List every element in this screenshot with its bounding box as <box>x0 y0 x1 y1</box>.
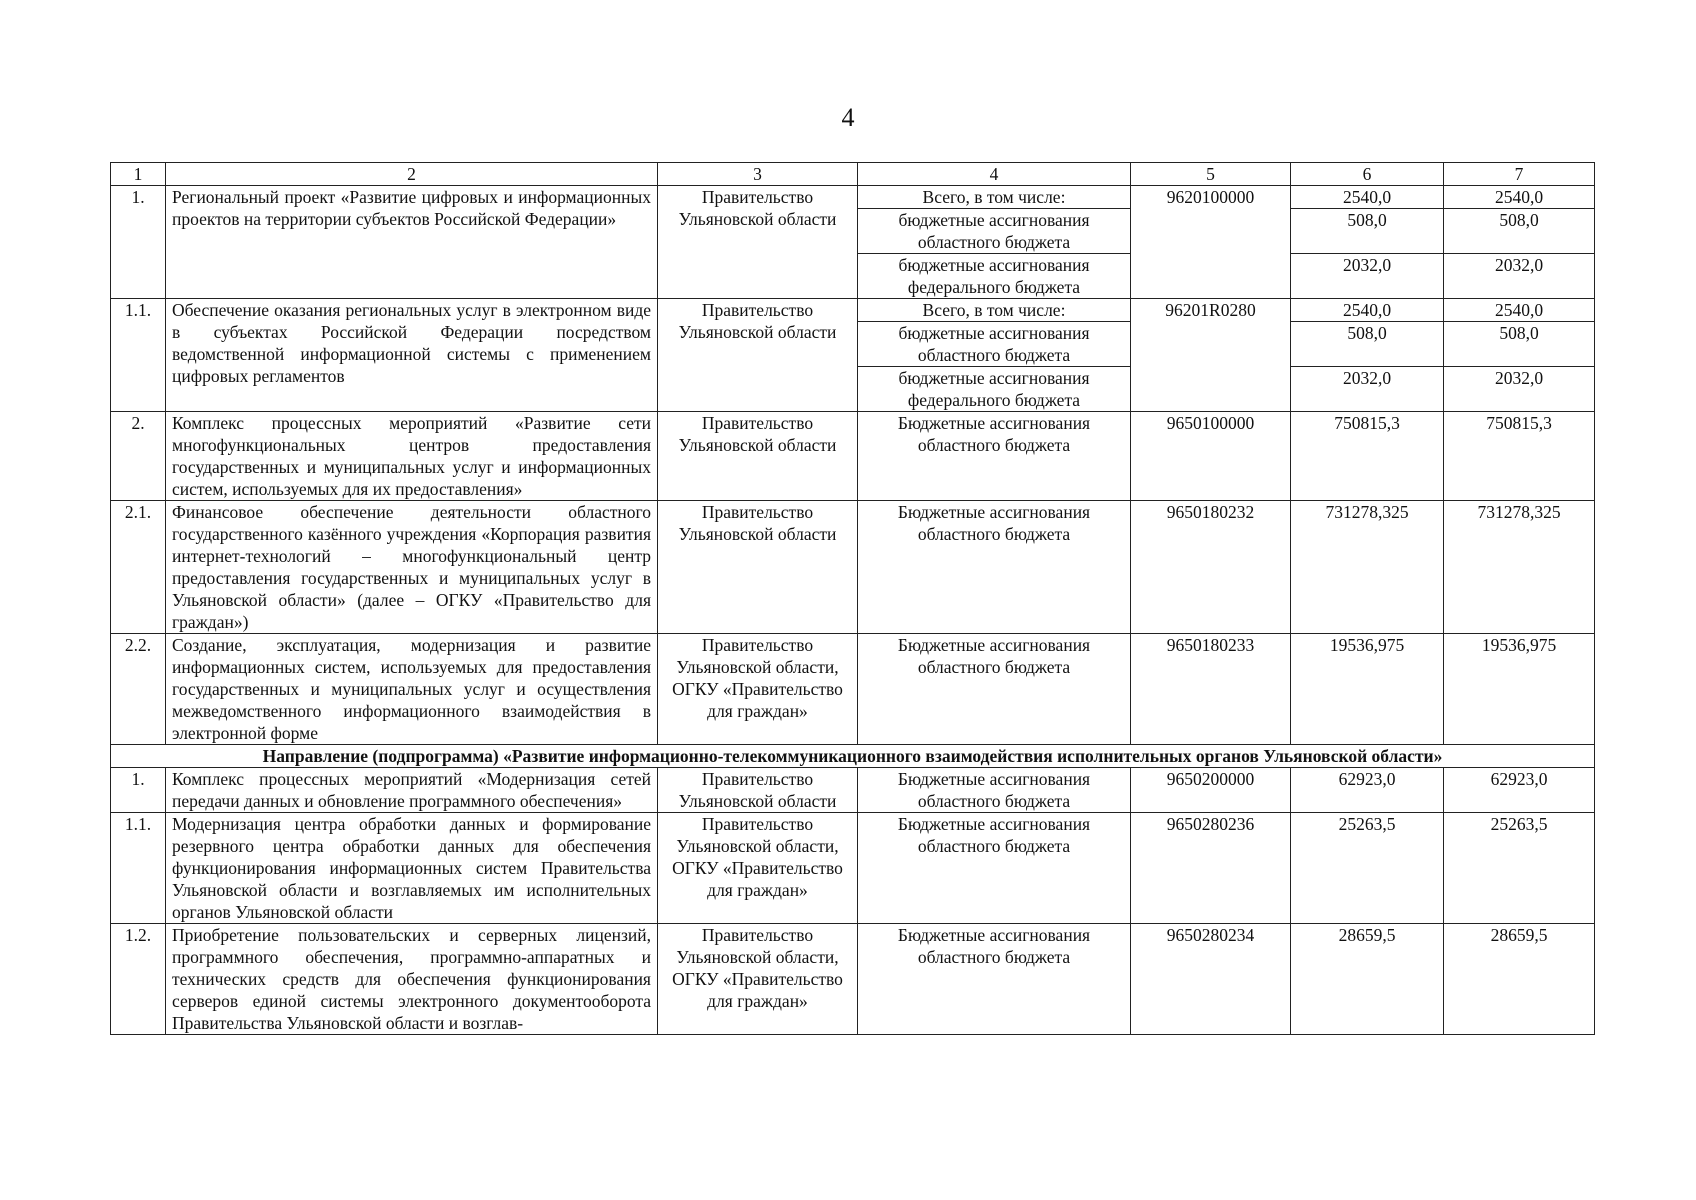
section-row <box>111 745 1595 768</box>
funding-source: Бюджетные ассигнования областного бюджета <box>858 813 1131 924</box>
row-executor: Правительство Ульяновской области, ОГКУ «Правительство для граждан» <box>658 634 858 745</box>
funding-source: Всего, в том числе: <box>858 186 1131 209</box>
row-name: Приобретение пользовательских и серверных лицензий, программного обеспечения, программно-аппаратных и технических средств для обеспечения функционирования серверов единой системы электронного документооборота Правительства Ульяновской области и возглав- <box>166 924 658 1035</box>
funding-source: Бюджетные ассигнования областного бюджета <box>858 412 1131 501</box>
funding-source: Бюджетные ассигнования областного бюджета <box>858 924 1131 1035</box>
row-executor: Правительство Ульяновской области <box>658 186 858 299</box>
row-name: Обеспечение оказания региональных услуг в электронном виде в субъектах Российской Федерации посредством ведомственной информационной системы с применением цифровых регламентов <box>166 299 658 412</box>
value-col7: 19536,975 <box>1444 634 1595 745</box>
value-col7: 508,0 <box>1444 322 1595 367</box>
row-executor: Правительство Ульяновской области, ОГКУ «Правительство для граждан» <box>658 813 858 924</box>
budget-code: 9620100000 <box>1131 186 1291 299</box>
value-col6: 508,0 <box>1291 209 1444 254</box>
value-col7: 25263,5 <box>1444 813 1595 924</box>
header-cell: 5 <box>1131 163 1291 186</box>
row-executor: Правительство Ульяновской области <box>658 768 858 813</box>
value-col7: 62923,0 <box>1444 768 1595 813</box>
funding-source: Бюджетные ассигнования областного бюджета <box>858 501 1131 634</box>
value-col6: 2032,0 <box>1291 367 1444 412</box>
value-col6: 2540,0 <box>1291 186 1444 209</box>
row-name: Создание, эксплуатация, модернизация и развитие информационных систем, используемых для предоставления государственных и муниципальных услуг и осуществления межведомственного информационного взаимодействия в электронной форме <box>166 634 658 745</box>
value-col7: 2540,0 <box>1444 186 1595 209</box>
budget-code: 9650200000 <box>1131 768 1291 813</box>
value-col6: 2540,0 <box>1291 299 1444 322</box>
row-name: Модернизация центра обработки данных и формирование резервного центра обработки данных для обеспечения функционирования информационных систем Правительства Ульяновской области и возглавляемых им исполнительных органов Ульяновской области <box>166 813 658 924</box>
budget-table <box>110 162 1595 1035</box>
value-col7: 2540,0 <box>1444 299 1595 322</box>
table-row <box>111 412 1595 501</box>
header-cell: 6 <box>1291 163 1444 186</box>
table-row <box>111 768 1595 813</box>
header-row <box>111 163 1595 186</box>
table-row <box>111 186 1595 209</box>
funding-source: бюджетные ассигнования областного бюджета <box>858 209 1131 254</box>
row-name: Региональный проект «Развитие цифровых и информационных проектов на территории субъектов Российской Федерации» <box>166 186 658 299</box>
row-number: 1. <box>111 768 166 813</box>
budget-code: 9650280236 <box>1131 813 1291 924</box>
budget-code: 9650180232 <box>1131 501 1291 634</box>
page-number: 4 <box>841 103 855 132</box>
row-executor: Правительство Ульяновской области <box>658 412 858 501</box>
row-executor: Правительство Ульяновской области, ОГКУ «Правительство для граждан» <box>658 924 858 1035</box>
funding-source: бюджетные ассигнования федерального бюджета <box>858 254 1131 299</box>
budget-code: 9650180233 <box>1131 634 1291 745</box>
header-cell: 4 <box>858 163 1131 186</box>
budget-code: 9650100000 <box>1131 412 1291 501</box>
value-col7: 2032,0 <box>1444 254 1595 299</box>
row-executor: Правительство Ульяновской области <box>658 501 858 634</box>
row-number: 1.1. <box>111 299 166 412</box>
value-col7: 731278,325 <box>1444 501 1595 634</box>
value-col7: 750815,3 <box>1444 412 1595 501</box>
row-number: 2. <box>111 412 166 501</box>
row-number: 1. <box>111 186 166 299</box>
section-title: Направление (подпрограмма) «Развитие информационно-телекоммуникационного взаимодействия исполнительных органов Ульяновской области» <box>111 745 1595 768</box>
value-col6: 750815,3 <box>1291 412 1444 501</box>
value-col6: 62923,0 <box>1291 768 1444 813</box>
table-row <box>111 634 1595 745</box>
budget-code: 96201R0280 <box>1131 299 1291 412</box>
row-number: 1.1. <box>111 813 166 924</box>
value-col6: 2032,0 <box>1291 254 1444 299</box>
row-name: Финансовое обеспечение деятельности областного государственного казённого учреждения «Корпорация развития интернет-технологий – многофункциональный центр предоставления государственных и муниципальных услуг в Ульяновской области» (далее – ОГКУ «Правительство для граждан») <box>166 501 658 634</box>
header-cell: 2 <box>166 163 658 186</box>
value-col6: 731278,325 <box>1291 501 1444 634</box>
funding-source: Бюджетные ассигнования областного бюджета <box>858 768 1131 813</box>
row-number: 2.2. <box>111 634 166 745</box>
budget-code: 9650280234 <box>1131 924 1291 1035</box>
value-col7: 508,0 <box>1444 209 1595 254</box>
value-col6: 25263,5 <box>1291 813 1444 924</box>
header-cell: 3 <box>658 163 858 186</box>
funding-source: бюджетные ассигнования федерального бюджета <box>858 367 1131 412</box>
value-col6: 508,0 <box>1291 322 1444 367</box>
funding-source: бюджетные ассигнования областного бюджета <box>858 322 1131 367</box>
table-row <box>111 924 1595 1035</box>
row-name: Комплекс процессных мероприятий «Развитие сети многофункциональных центров предоставления государственных и муниципальных услуг и информационных систем, используемых для их предоставления» <box>166 412 658 501</box>
table-row <box>111 501 1595 634</box>
funding-source: Бюджетные ассигнования областного бюджета <box>858 634 1131 745</box>
row-executor: Правительство Ульяновской области <box>658 299 858 412</box>
value-col6: 19536,975 <box>1291 634 1444 745</box>
row-number: 1.2. <box>111 924 166 1035</box>
header-cell: 7 <box>1444 163 1595 186</box>
table-row <box>111 299 1595 322</box>
row-number: 2.1. <box>111 501 166 634</box>
value-col7: 2032,0 <box>1444 367 1595 412</box>
header-cell: 1 <box>111 163 166 186</box>
value-col6: 28659,5 <box>1291 924 1444 1035</box>
table-row <box>111 813 1595 924</box>
row-name: Комплекс процессных мероприятий «Модернизация сетей передачи данных и обновление программного обеспечения» <box>166 768 658 813</box>
value-col7: 28659,5 <box>1444 924 1595 1035</box>
funding-source: Всего, в том числе: <box>858 299 1131 322</box>
